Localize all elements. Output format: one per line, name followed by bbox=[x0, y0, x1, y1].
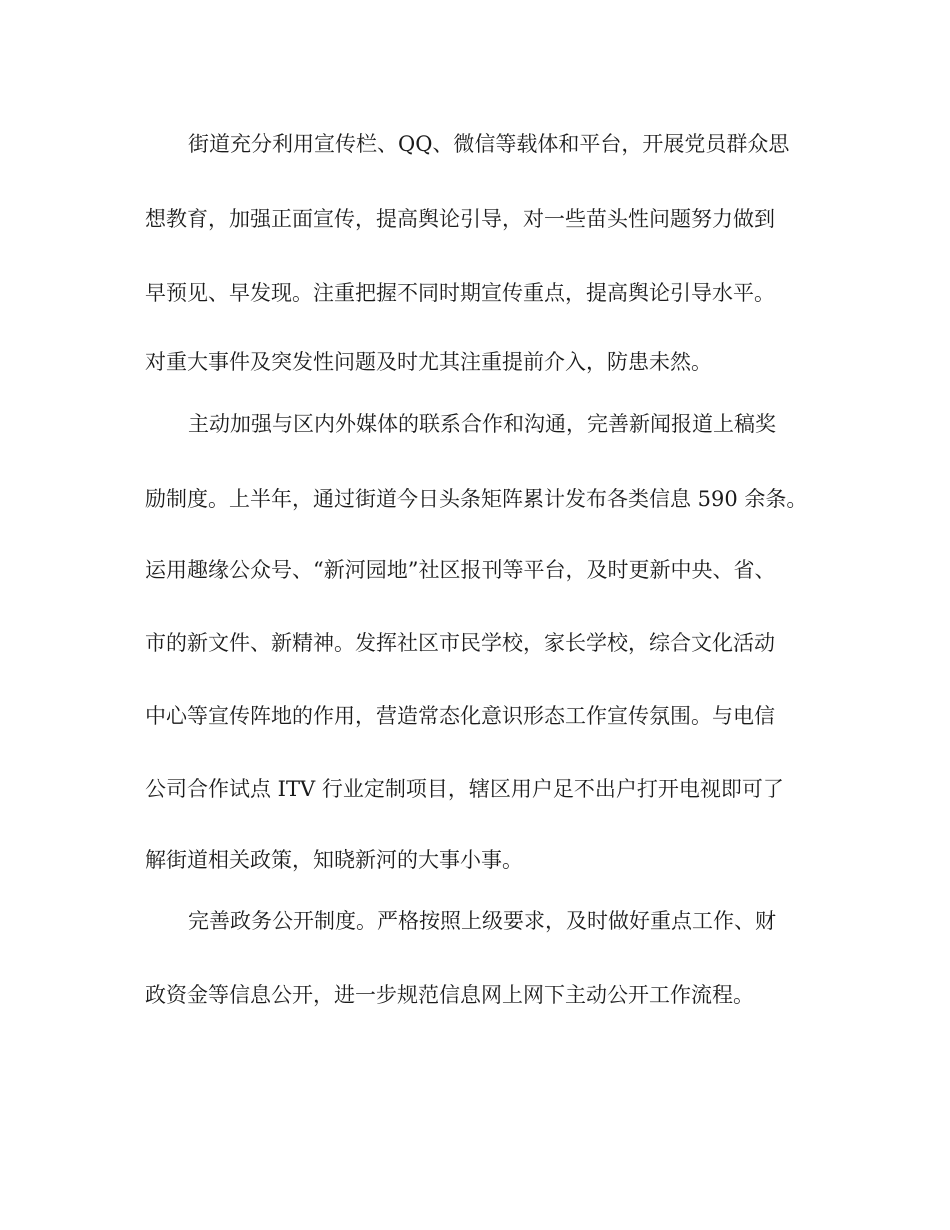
paragraph-3-line-1: 完善政务公开制度。严格按照上级要求，及时做好重点工作、财 bbox=[188, 909, 776, 933]
paragraph-1-line-1: 街道充分利用宣传栏、QQ、微信等载体和平台，开展党员群众思 bbox=[188, 132, 790, 156]
paragraph-3-line-2: 政资金等信息公开，进一步规范信息网上网下主动公开工作流程。 bbox=[145, 983, 754, 1007]
paragraph-2-line-1: 主动加强与区内外媒体的联系合作和沟通，完善新闻报道上稿奖 bbox=[188, 412, 776, 436]
paragraph-2-line-7: 解街道相关政策，知晓新河的大事小事。 bbox=[145, 848, 523, 872]
paragraph-2-line-5: 中心等宣传阵地的作用，营造常态化意识形态工作宣传氛围。与电信 bbox=[145, 704, 775, 728]
paragraph-1-line-2: 想教育，加强正面宣传，提高舆论引导，对一些苗头性问题努力做到 bbox=[145, 207, 775, 231]
paragraph-1-line-4: 对重大事件及突发性问题及时尤其注重提前介入，防患未然。 bbox=[145, 350, 712, 374]
paragraph-2-line-4: 市的新文件、新精神。发挥社区市民学校，家长学校，综合文化活动 bbox=[145, 631, 775, 655]
paragraph-2-line-3: 运用趣缘公众号、“新河园地”社区报刊等平台，及时更新中央、省、 bbox=[145, 558, 776, 582]
paragraph-1-line-3: 早预见、早发现。注重把握不同时期宣传重点，提高舆论引导水平。 bbox=[145, 281, 775, 305]
paragraph-2-line-2: 励制度。上半年，通过街道今日头条矩阵累计发布各类信息 590 余条。 bbox=[145, 487, 808, 511]
paragraph-2-line-6: 公司合作试点 ITV 行业定制项目，辖区用户足不出户打开电视即可了 bbox=[145, 777, 784, 801]
